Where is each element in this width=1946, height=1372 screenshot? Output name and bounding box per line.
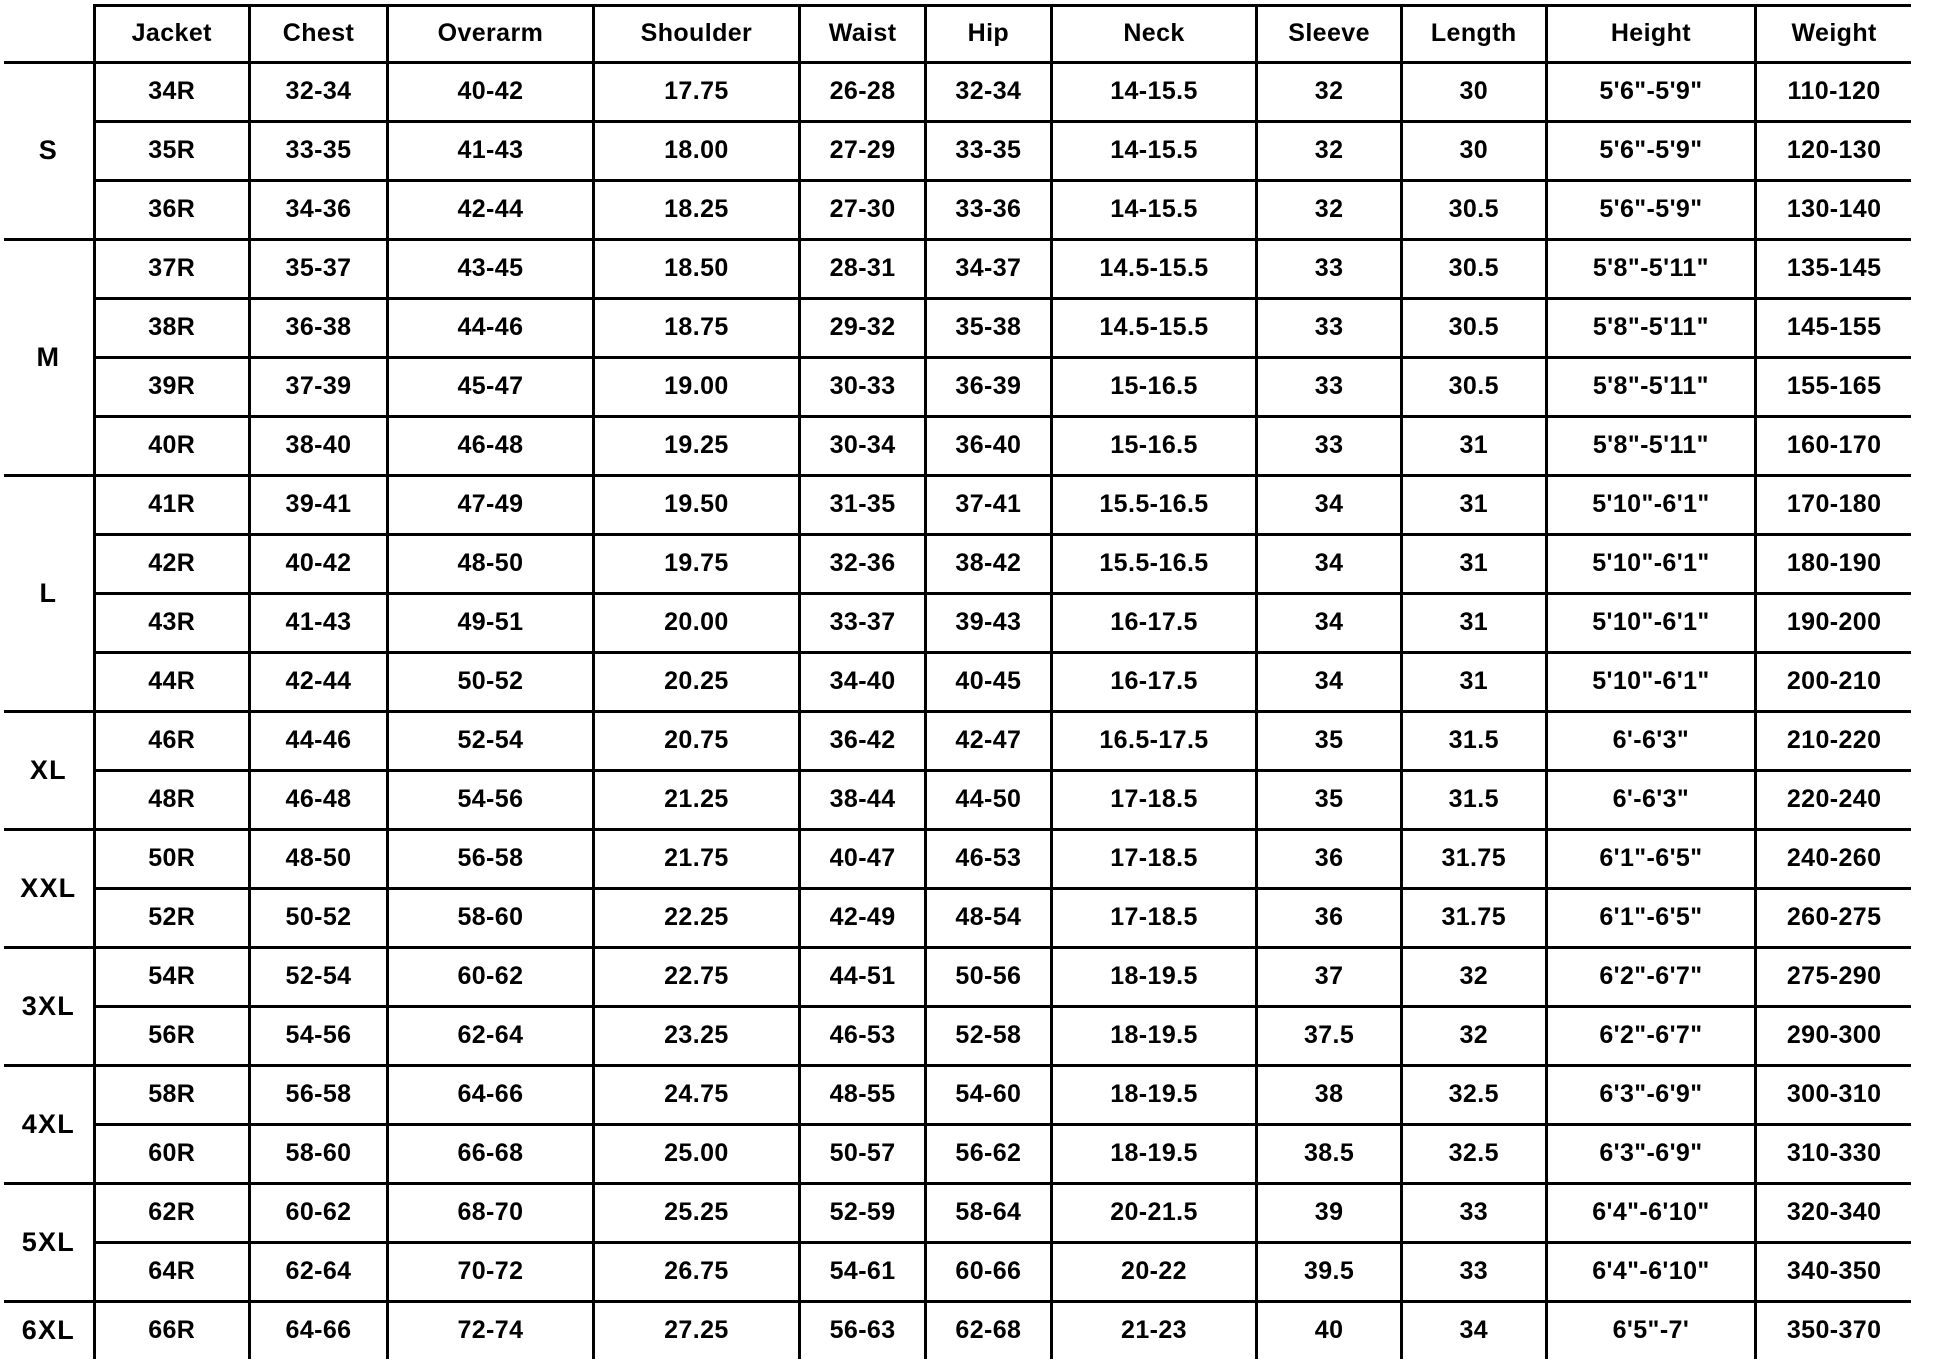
cell-waist: 27-29 <box>800 122 926 181</box>
cell-shoulder: 20.25 <box>593 653 800 712</box>
size-group-label: 4XL <box>4 1066 94 1184</box>
cell-sleeve: 37.5 <box>1257 1007 1402 1066</box>
cell-waist: 54-61 <box>800 1243 926 1302</box>
cell-waist: 38-44 <box>800 771 926 830</box>
cell-height: 5'8"-5'11" <box>1546 358 1756 417</box>
cell-shoulder: 27.25 <box>593 1302 800 1360</box>
cell-hip: 44-50 <box>925 771 1051 830</box>
cell-hip: 39-43 <box>925 594 1051 653</box>
cell-shoulder: 18.50 <box>593 240 800 299</box>
cell-neck: 18-19.5 <box>1051 948 1256 1007</box>
cell-waist: 30-33 <box>800 358 926 417</box>
cell-weight: 160-170 <box>1756 417 1911 476</box>
cell-waist: 26-28 <box>800 63 926 122</box>
table-row <box>4 1066 1911 1125</box>
cell-waist: 56-63 <box>800 1302 926 1360</box>
cell-hip: 33-36 <box>925 181 1051 240</box>
cell-sleeve: 36 <box>1257 889 1402 948</box>
cell-length: 32.5 <box>1401 1125 1546 1184</box>
cell-height: 6'2"-6'7" <box>1546 1007 1756 1066</box>
cell-shoulder: 18.75 <box>593 299 800 358</box>
cell-overarm: 47-49 <box>388 476 593 535</box>
table-row <box>4 240 1911 299</box>
cell-shoulder: 19.25 <box>593 417 800 476</box>
cell-sleeve: 38 <box>1257 1066 1402 1125</box>
size-group-label: L <box>4 476 94 712</box>
cell-weight: 170-180 <box>1756 476 1911 535</box>
cell-overarm: 50-52 <box>388 653 593 712</box>
cell-height: 5'6"-5'9" <box>1546 63 1756 122</box>
cell-height: 5'6"-5'9" <box>1546 181 1756 240</box>
cell-sleeve: 34 <box>1257 476 1402 535</box>
table-row <box>4 1184 1911 1243</box>
cell-length: 30.5 <box>1401 181 1546 240</box>
cell-weight: 275-290 <box>1756 948 1911 1007</box>
table-row <box>4 535 1911 594</box>
table-row <box>4 594 1911 653</box>
cell-neck: 18-19.5 <box>1051 1125 1256 1184</box>
column-header-weight: Weight <box>1756 6 1911 63</box>
cell-neck: 14.5-15.5 <box>1051 240 1256 299</box>
cell-neck: 21-23 <box>1051 1302 1256 1360</box>
cell-shoulder: 21.75 <box>593 830 800 889</box>
cell-overarm: 54-56 <box>388 771 593 830</box>
cell-weight: 155-165 <box>1756 358 1911 417</box>
cell-height: 6'4"-6'10" <box>1546 1243 1756 1302</box>
cell-height: 5'10"-6'1" <box>1546 653 1756 712</box>
cell-sleeve: 33 <box>1257 299 1402 358</box>
cell-hip: 52-58 <box>925 1007 1051 1066</box>
cell-chest: 39-41 <box>249 476 387 535</box>
cell-weight: 145-155 <box>1756 299 1911 358</box>
cell-overarm: 56-58 <box>388 830 593 889</box>
cell-neck: 15-16.5 <box>1051 358 1256 417</box>
cell-weight: 310-330 <box>1756 1125 1911 1184</box>
cell-sleeve: 32 <box>1257 122 1402 181</box>
cell-shoulder: 19.00 <box>593 358 800 417</box>
cell-weight: 260-275 <box>1756 889 1911 948</box>
table-row <box>4 1243 1911 1302</box>
cell-sleeve: 32 <box>1257 181 1402 240</box>
cell-weight: 190-200 <box>1756 594 1911 653</box>
cell-chest: 58-60 <box>249 1125 387 1184</box>
cell-sleeve: 32 <box>1257 63 1402 122</box>
cell-neck: 16.5-17.5 <box>1051 712 1256 771</box>
cell-hip: 42-47 <box>925 712 1051 771</box>
size-group-label: 5XL <box>4 1184 94 1302</box>
cell-chest: 54-56 <box>249 1007 387 1066</box>
table-row <box>4 358 1911 417</box>
size-group-label: XL <box>4 712 94 830</box>
cell-jacket: 58R <box>94 1066 249 1125</box>
cell-overarm: 44-46 <box>388 299 593 358</box>
cell-jacket: 35R <box>94 122 249 181</box>
cell-jacket: 62R <box>94 1184 249 1243</box>
cell-shoulder: 23.25 <box>593 1007 800 1066</box>
table-row <box>4 830 1911 889</box>
cell-sleeve: 35 <box>1257 712 1402 771</box>
cell-sleeve: 37 <box>1257 948 1402 1007</box>
cell-overarm: 62-64 <box>388 1007 593 1066</box>
cell-weight: 290-300 <box>1756 1007 1911 1066</box>
cell-hip: 60-66 <box>925 1243 1051 1302</box>
table-row <box>4 948 1911 1007</box>
cell-hip: 58-64 <box>925 1184 1051 1243</box>
cell-shoulder: 21.25 <box>593 771 800 830</box>
cell-length: 30.5 <box>1401 358 1546 417</box>
cell-chest: 62-64 <box>249 1243 387 1302</box>
cell-waist: 40-47 <box>800 830 926 889</box>
cell-hip: 48-54 <box>925 889 1051 948</box>
cell-waist: 29-32 <box>800 299 926 358</box>
cell-neck: 18-19.5 <box>1051 1066 1256 1125</box>
cell-jacket: 38R <box>94 299 249 358</box>
size-group-label: S <box>4 63 94 240</box>
cell-length: 30 <box>1401 63 1546 122</box>
table-row <box>4 122 1911 181</box>
table-row <box>4 889 1911 948</box>
cell-waist: 48-55 <box>800 1066 926 1125</box>
cell-height: 5'8"-5'11" <box>1546 240 1756 299</box>
cell-height: 6'1"-6'5" <box>1546 830 1756 889</box>
cell-overarm: 66-68 <box>388 1125 593 1184</box>
cell-waist: 30-34 <box>800 417 926 476</box>
cell-hip: 36-39 <box>925 358 1051 417</box>
cell-weight: 350-370 <box>1756 1302 1911 1360</box>
table-row <box>4 181 1911 240</box>
cell-neck: 14.5-15.5 <box>1051 299 1256 358</box>
table-row <box>4 417 1911 476</box>
cell-length: 31 <box>1401 535 1546 594</box>
cell-height: 5'8"-5'11" <box>1546 417 1756 476</box>
cell-hip: 46-53 <box>925 830 1051 889</box>
cell-chest: 33-35 <box>249 122 387 181</box>
table-header-row <box>4 6 1911 63</box>
cell-neck: 15.5-16.5 <box>1051 476 1256 535</box>
column-header-overarm: Overarm <box>388 6 593 63</box>
cell-neck: 17-18.5 <box>1051 771 1256 830</box>
size-chart-table <box>4 4 1911 1359</box>
cell-length: 30.5 <box>1401 299 1546 358</box>
cell-overarm: 70-72 <box>388 1243 593 1302</box>
cell-sleeve: 35 <box>1257 771 1402 830</box>
cell-hip: 40-45 <box>925 653 1051 712</box>
cell-weight: 300-310 <box>1756 1066 1911 1125</box>
table-row <box>4 712 1911 771</box>
cell-shoulder: 22.25 <box>593 889 800 948</box>
size-group-label: 3XL <box>4 948 94 1066</box>
cell-hip: 33-35 <box>925 122 1051 181</box>
cell-jacket: 42R <box>94 535 249 594</box>
cell-neck: 20-21.5 <box>1051 1184 1256 1243</box>
cell-weight: 180-190 <box>1756 535 1911 594</box>
size-chart-document <box>0 4 1946 1372</box>
cell-length: 31.75 <box>1401 830 1546 889</box>
cell-hip: 34-37 <box>925 240 1051 299</box>
cell-waist: 34-40 <box>800 653 926 712</box>
cell-waist: 33-37 <box>800 594 926 653</box>
cell-sleeve: 33 <box>1257 240 1402 299</box>
cell-hip: 36-40 <box>925 417 1051 476</box>
cell-waist: 50-57 <box>800 1125 926 1184</box>
column-header-length: Length <box>1401 6 1546 63</box>
cell-overarm: 48-50 <box>388 535 593 594</box>
cell-hip: 35-38 <box>925 299 1051 358</box>
cell-weight: 320-340 <box>1756 1184 1911 1243</box>
cell-shoulder: 24.75 <box>593 1066 800 1125</box>
cell-jacket: 46R <box>94 712 249 771</box>
cell-length: 32 <box>1401 948 1546 1007</box>
cell-chest: 52-54 <box>249 948 387 1007</box>
cell-weight: 210-220 <box>1756 712 1911 771</box>
cell-weight: 130-140 <box>1756 181 1911 240</box>
cell-length: 33 <box>1401 1243 1546 1302</box>
cell-shoulder: 22.75 <box>593 948 800 1007</box>
cell-height: 6'3"-6'9" <box>1546 1066 1756 1125</box>
cell-length: 31 <box>1401 417 1546 476</box>
table-row <box>4 476 1911 535</box>
cell-overarm: 58-60 <box>388 889 593 948</box>
cell-height: 5'6"-5'9" <box>1546 122 1756 181</box>
cell-shoulder: 26.75 <box>593 1243 800 1302</box>
cell-chest: 37-39 <box>249 358 387 417</box>
cell-jacket: 40R <box>94 417 249 476</box>
cell-neck: 16-17.5 <box>1051 653 1256 712</box>
cell-length: 31 <box>1401 594 1546 653</box>
cell-height: 5'10"-6'1" <box>1546 476 1756 535</box>
cell-waist: 44-51 <box>800 948 926 1007</box>
cell-length: 31 <box>1401 653 1546 712</box>
cell-weight: 220-240 <box>1756 771 1911 830</box>
cell-overarm: 45-47 <box>388 358 593 417</box>
size-group-label: M <box>4 240 94 476</box>
cell-length: 31.5 <box>1401 771 1546 830</box>
cell-weight: 200-210 <box>1756 653 1911 712</box>
cell-overarm: 43-45 <box>388 240 593 299</box>
cell-shoulder: 19.50 <box>593 476 800 535</box>
cell-jacket: 37R <box>94 240 249 299</box>
cell-waist: 36-42 <box>800 712 926 771</box>
cell-overarm: 64-66 <box>388 1066 593 1125</box>
cell-sleeve: 33 <box>1257 358 1402 417</box>
size-group-label: 6XL <box>4 1302 94 1360</box>
cell-height: 5'8"-5'11" <box>1546 299 1756 358</box>
cell-jacket: 43R <box>94 594 249 653</box>
cell-hip: 56-62 <box>925 1125 1051 1184</box>
table-row <box>4 63 1911 122</box>
table-row <box>4 653 1911 712</box>
cell-shoulder: 18.25 <box>593 181 800 240</box>
column-header-size <box>4 6 94 63</box>
cell-height: 5'10"-6'1" <box>1546 594 1756 653</box>
cell-chest: 40-42 <box>249 535 387 594</box>
cell-neck: 16-17.5 <box>1051 594 1256 653</box>
column-header-sleeve: Sleeve <box>1257 6 1402 63</box>
size-group-label: XXL <box>4 830 94 948</box>
cell-waist: 42-49 <box>800 889 926 948</box>
cell-hip: 54-60 <box>925 1066 1051 1125</box>
cell-shoulder: 19.75 <box>593 535 800 594</box>
cell-length: 31.75 <box>1401 889 1546 948</box>
cell-waist: 28-31 <box>800 240 926 299</box>
cell-hip: 62-68 <box>925 1302 1051 1360</box>
cell-overarm: 46-48 <box>388 417 593 476</box>
cell-chest: 42-44 <box>249 653 387 712</box>
cell-chest: 60-62 <box>249 1184 387 1243</box>
cell-sleeve: 34 <box>1257 653 1402 712</box>
table-row <box>4 299 1911 358</box>
cell-length: 31 <box>1401 476 1546 535</box>
cell-neck: 20-22 <box>1051 1243 1256 1302</box>
cell-neck: 15-16.5 <box>1051 417 1256 476</box>
cell-chest: 36-38 <box>249 299 387 358</box>
cell-shoulder: 20.75 <box>593 712 800 771</box>
cell-height: 6'2"-6'7" <box>1546 948 1756 1007</box>
cell-waist: 52-59 <box>800 1184 926 1243</box>
cell-overarm: 49-51 <box>388 594 593 653</box>
cell-jacket: 39R <box>94 358 249 417</box>
cell-overarm: 52-54 <box>388 712 593 771</box>
cell-height: 6'-6'3" <box>1546 771 1756 830</box>
cell-chest: 35-37 <box>249 240 387 299</box>
table-row <box>4 1302 1911 1360</box>
table-header <box>4 6 1911 63</box>
cell-sleeve: 33 <box>1257 417 1402 476</box>
cell-jacket: 64R <box>94 1243 249 1302</box>
cell-chest: 46-48 <box>249 771 387 830</box>
cell-overarm: 41-43 <box>388 122 593 181</box>
cell-jacket: 48R <box>94 771 249 830</box>
column-header-neck: Neck <box>1051 6 1256 63</box>
cell-length: 30.5 <box>1401 240 1546 299</box>
table-row <box>4 1007 1911 1066</box>
cell-length: 30 <box>1401 122 1546 181</box>
cell-neck: 15.5-16.5 <box>1051 535 1256 594</box>
cell-hip: 32-34 <box>925 63 1051 122</box>
cell-sleeve: 39 <box>1257 1184 1402 1243</box>
cell-sleeve: 38.5 <box>1257 1125 1402 1184</box>
cell-overarm: 68-70 <box>388 1184 593 1243</box>
cell-jacket: 66R <box>94 1302 249 1360</box>
cell-waist: 27-30 <box>800 181 926 240</box>
table-row <box>4 771 1911 830</box>
cell-length: 32.5 <box>1401 1066 1546 1125</box>
cell-jacket: 60R <box>94 1125 249 1184</box>
cell-weight: 135-145 <box>1756 240 1911 299</box>
column-header-jacket: Jacket <box>94 6 249 63</box>
column-header-height: Height <box>1546 6 1756 63</box>
cell-shoulder: 18.00 <box>593 122 800 181</box>
cell-chest: 50-52 <box>249 889 387 948</box>
cell-chest: 56-58 <box>249 1066 387 1125</box>
cell-shoulder: 25.25 <box>593 1184 800 1243</box>
cell-length: 31.5 <box>1401 712 1546 771</box>
cell-shoulder: 17.75 <box>593 63 800 122</box>
cell-overarm: 42-44 <box>388 181 593 240</box>
cell-neck: 14-15.5 <box>1051 181 1256 240</box>
cell-waist: 46-53 <box>800 1007 926 1066</box>
cell-height: 5'10"-6'1" <box>1546 535 1756 594</box>
cell-jacket: 52R <box>94 889 249 948</box>
cell-chest: 44-46 <box>249 712 387 771</box>
cell-neck: 14-15.5 <box>1051 63 1256 122</box>
cell-height: 6'1"-6'5" <box>1546 889 1756 948</box>
cell-neck: 17-18.5 <box>1051 830 1256 889</box>
cell-chest: 32-34 <box>249 63 387 122</box>
cell-height: 6'3"-6'9" <box>1546 1125 1756 1184</box>
cell-weight: 340-350 <box>1756 1243 1911 1302</box>
cell-weight: 240-260 <box>1756 830 1911 889</box>
cell-hip: 37-41 <box>925 476 1051 535</box>
cell-hip: 38-42 <box>925 535 1051 594</box>
table-body <box>4 63 1911 1360</box>
cell-sleeve: 34 <box>1257 535 1402 594</box>
cell-sleeve: 39.5 <box>1257 1243 1402 1302</box>
cell-neck: 14-15.5 <box>1051 122 1256 181</box>
cell-jacket: 41R <box>94 476 249 535</box>
cell-chest: 48-50 <box>249 830 387 889</box>
cell-waist: 32-36 <box>800 535 926 594</box>
cell-chest: 38-40 <box>249 417 387 476</box>
cell-height: 6'4"-6'10" <box>1546 1184 1756 1243</box>
cell-height: 6'5"-7' <box>1546 1302 1756 1360</box>
cell-chest: 34-36 <box>249 181 387 240</box>
cell-jacket: 54R <box>94 948 249 1007</box>
cell-chest: 41-43 <box>249 594 387 653</box>
cell-height: 6'-6'3" <box>1546 712 1756 771</box>
cell-jacket: 56R <box>94 1007 249 1066</box>
cell-weight: 110-120 <box>1756 63 1911 122</box>
cell-length: 34 <box>1401 1302 1546 1360</box>
cell-jacket: 44R <box>94 653 249 712</box>
cell-length: 33 <box>1401 1184 1546 1243</box>
cell-overarm: 40-42 <box>388 63 593 122</box>
column-header-chest: Chest <box>249 6 387 63</box>
cell-sleeve: 34 <box>1257 594 1402 653</box>
cell-neck: 17-18.5 <box>1051 889 1256 948</box>
column-header-waist: Waist <box>800 6 926 63</box>
cell-sleeve: 36 <box>1257 830 1402 889</box>
cell-jacket: 36R <box>94 181 249 240</box>
cell-overarm: 60-62 <box>388 948 593 1007</box>
cell-shoulder: 25.00 <box>593 1125 800 1184</box>
column-header-shoulder: Shoulder <box>593 6 800 63</box>
cell-neck: 18-19.5 <box>1051 1007 1256 1066</box>
cell-jacket: 34R <box>94 63 249 122</box>
column-header-hip: Hip <box>925 6 1051 63</box>
cell-shoulder: 20.00 <box>593 594 800 653</box>
cell-sleeve: 40 <box>1257 1302 1402 1360</box>
cell-chest: 64-66 <box>249 1302 387 1360</box>
cell-overarm: 72-74 <box>388 1302 593 1360</box>
table-row <box>4 1125 1911 1184</box>
cell-waist: 31-35 <box>800 476 926 535</box>
cell-length: 32 <box>1401 1007 1546 1066</box>
cell-jacket: 50R <box>94 830 249 889</box>
cell-hip: 50-56 <box>925 948 1051 1007</box>
cell-weight: 120-130 <box>1756 122 1911 181</box>
